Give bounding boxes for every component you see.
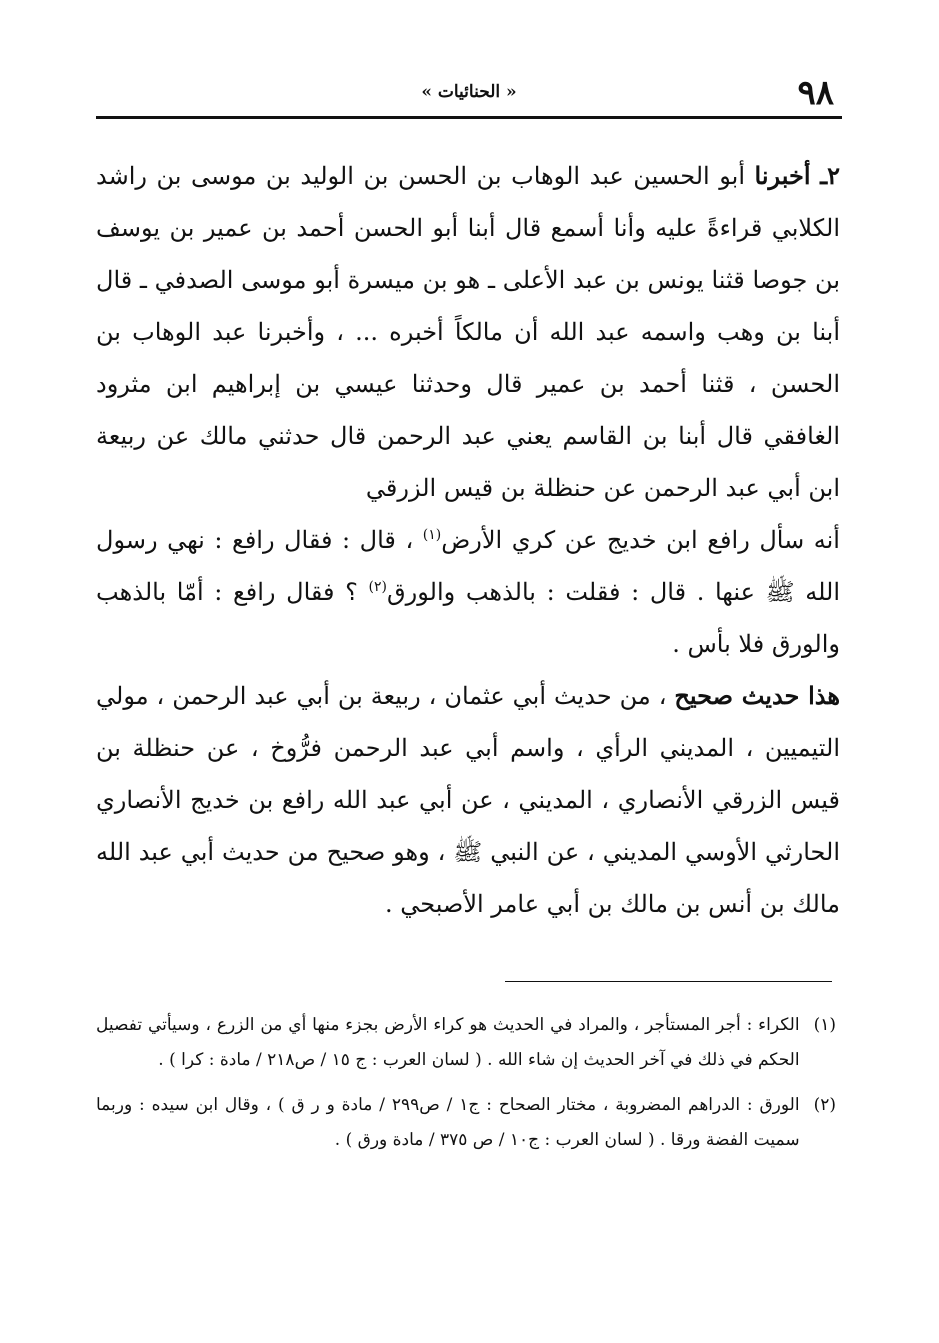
opening-word: أخبرنا [754,161,811,190]
commentary-paragraph [96,670,840,930]
footnotes [96,1008,836,1168]
running-header [96,72,842,112]
footnote-2 [96,1088,836,1158]
hadith-number: ٢ـ [820,161,840,190]
footnote-ref-1[interactable]: (١) [422,527,442,543]
footnote-text: الكراء : أجر المستأجر ، والمراد في الحديث هو كراء الأرض بجزء منها أي من الزرع ، وسيأتي تفصيل الحكم في ذلك في آخر الحديث إن شاء الله . ( لسان العرب : ج ١٥ / ص٢١٨ / مادة : كرا ) . [96,1015,800,1070]
isnad-text: أبو الحسين عبد الوهاب بن الحسن بن الوليد بن موسى بن راشد الكلابي قراءةً عليه وأنا أسمع قال أبنا أبو الحسن أحمد بن عمير بن يوسف بن جوصا قثنا يونس بن عبد الأعلى ـ هو بن ميسرة أبو موسى الصدفي ـ قال أبنا بن وهب واسمه عبد الله أن مالكاً أخبره ... ، وأخبرنا عبد الوهاب بن الحسن ، قثنا أحمد بن عمير قال وحدثنا عيسي بن إبراهيم ابن مثرود الغافقي قال أبنا بن القاسم يعني عبد الرحمن قال حدثني مالك عن ربيعة ابن أبي عبد الرحمن عن حنظلة بن قيس الزرقي [96,162,840,502]
matn-text-part3: ؟ فقال رافع : أمّا بالذهب والورق فلا بأس . [96,578,840,658]
footnote-ref-2[interactable]: (٢) [368,579,388,595]
main-text [96,150,840,930]
footnote-number: (١) [813,1015,836,1035]
commentary-text: ، من حديث أبي عثمان ، ربيعة بن أبي عبد الرحمن ، مولي التيميين ، المديني الرأي ، واسم أبي عبد الرحمن فرُّوخ ، عن حنظلة بن قيس الزرقي الأنصاري ، المديني ، عن أبي عبد الله رافع بن خديج الأنصاري الحارثي الأوسي المديني ، عن النبي ﷺ ، وهو صحيح من حديث أبي عبد الله مالك بن أنس بن مالك بن أبي عامر الأصبحي . [96,682,840,918]
matn-text-part1: أنه سأل رافع ابن خديج عن كري الأرض [441,526,840,554]
page-number: ٩٨ [797,73,834,113]
header-rule [96,116,842,119]
footnote-1 [96,1008,836,1078]
matn-text-part2: ، قال : فقال رافع : نهي رسول الله ﷺ عنها . قال : فقلت : بالذهب والورق [96,526,841,606]
footnote-number: (٢) [813,1095,836,1115]
grading-label: هذا حديث صحيح [674,681,840,710]
matn-paragraph [96,514,840,670]
footnote-rule [505,981,832,982]
isnad-paragraph [96,150,840,514]
footnote-text: الورق : الدراهم المضروبة ، مختار الصحاح : ج١ / ص٢٩٩ / مادة و ر ق ) ، وقال ابن سيده : وربما سميت الفضة ورقا . ( لسان العرب : ج١٠ / ص ٣٧٥ / مادة ورق ) . [96,1095,800,1150]
running-title: « الحنائيات » [421,82,517,102]
